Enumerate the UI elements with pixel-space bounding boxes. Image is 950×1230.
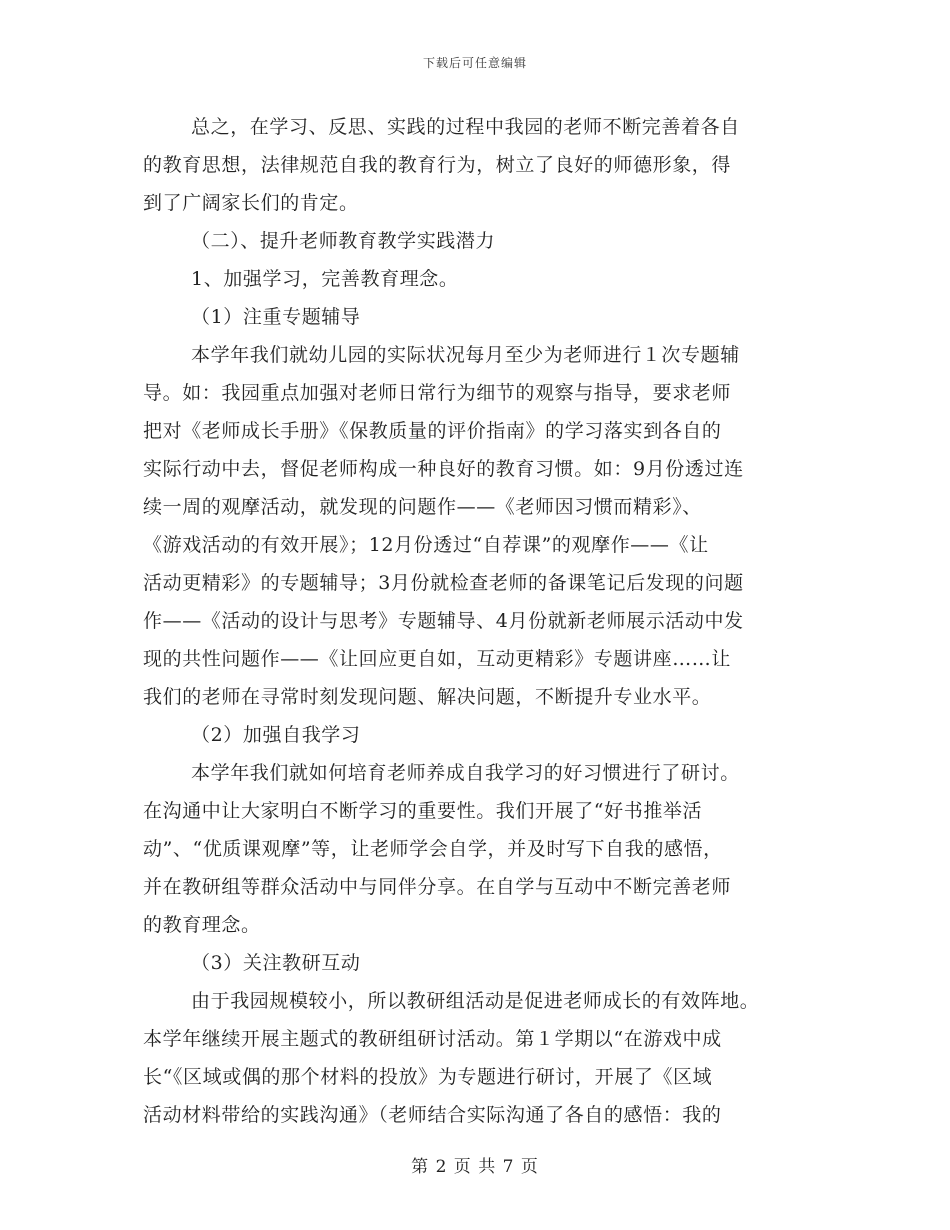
paragraph-line: 到了广阔家长们的肯定。 — [143, 192, 359, 214]
paragraph-line: 导。如：我园重点加强对老师日常行为细节的观察与指导，要求老师 — [143, 382, 732, 404]
subsection-heading: 1、加强学习，完善教育理念。 — [191, 268, 459, 290]
paragraph-line: 作——《活动的设计与思考》专题辅导、4月份就新老师展示活动中发 — [143, 610, 744, 632]
paragraph-line: 活动更精彩》的专题辅导；3月份就检查老师的备课笔记后发现的问题 — [143, 572, 744, 594]
paragraph-line: 的教育思想，法律规范自我的教育行为，树立了良好的师德形象，得 — [143, 154, 732, 176]
paragraph-line: 的教育理念。 — [143, 914, 261, 936]
page-number: 第 2 页 共 7 页 — [411, 1157, 539, 1177]
paragraph-line: 我们的老师在寻常时刻发现问题、解决问题，不断提升专业水平。 — [143, 686, 712, 708]
paragraph-line: 现的共性问题作——《让回应更自如，互动更精彩》专题讲座……让 — [143, 648, 732, 670]
paragraph-line: 把对《老师成长手册》《保教质量的评价指南》的学习落实到各自的 — [143, 420, 722, 442]
paragraph-line: 本学年继续开展主题式的教研组研讨活动。第１学期以“在游戏中成 — [143, 1028, 722, 1050]
sub-subsection-heading: （2）加强自我学习 — [191, 724, 361, 746]
sub-subsection-heading: （1）注重专题辅导 — [191, 306, 361, 328]
paragraph-line: 续一周的观摩活动，就发现的问题作——《老师因习惯而精彩》、 — [143, 496, 702, 518]
paragraph-line: 本学年我们就幼儿园的实际状况每月至少为老师进行１次专题辅 — [191, 344, 740, 366]
paragraph-line: 由于我园规模较小，所以教研组活动是促进老师成长的有效阵地。 — [191, 990, 760, 1012]
paragraph-line: 动”、“优质课观摩”等，让老师学会自学，并及时写下自我的感悟， — [143, 838, 723, 860]
paragraph-line: 实际行动中去，督促老师构成一种良好的教育习惯。如：9月份透过连 — [143, 458, 744, 480]
paragraph-line: 活动材料带给的实践沟通》（老师结合实际沟通了各自的感悟：我的 — [143, 1104, 722, 1126]
document-body — [143, 108, 813, 1134]
paragraph-line: 《游戏活动的有效开展》；12月份透过“自荐课”的观摩作——《让 — [143, 534, 709, 556]
page-header: 下载后可任意编辑 — [422, 56, 527, 70]
sub-subsection-heading: （3）关注教研互动 — [191, 952, 361, 974]
paragraph-line: 本学年我们就如何培育老师养成自我学习的好习惯进行了研讨。 — [191, 762, 740, 784]
paragraph-line: 并在教研组等群众活动中与同伴分享。在自学与互动中不断完善老师 — [143, 876, 732, 898]
paragraph-line: 长“《区域或偶的那个材料的投放》为专题进行研讨，开展了《区域 — [143, 1066, 713, 1088]
paragraph-line: 总之，在学习、反思、实践的过程中我园的老师不断完善着各自 — [191, 116, 740, 138]
paragraph-line: 在沟通中让大家明白不断学习的重要性。我们开展了“好书推举活 — [143, 800, 703, 822]
section-heading: （二）、提升老师教育教学实践潜力 — [191, 230, 496, 252]
